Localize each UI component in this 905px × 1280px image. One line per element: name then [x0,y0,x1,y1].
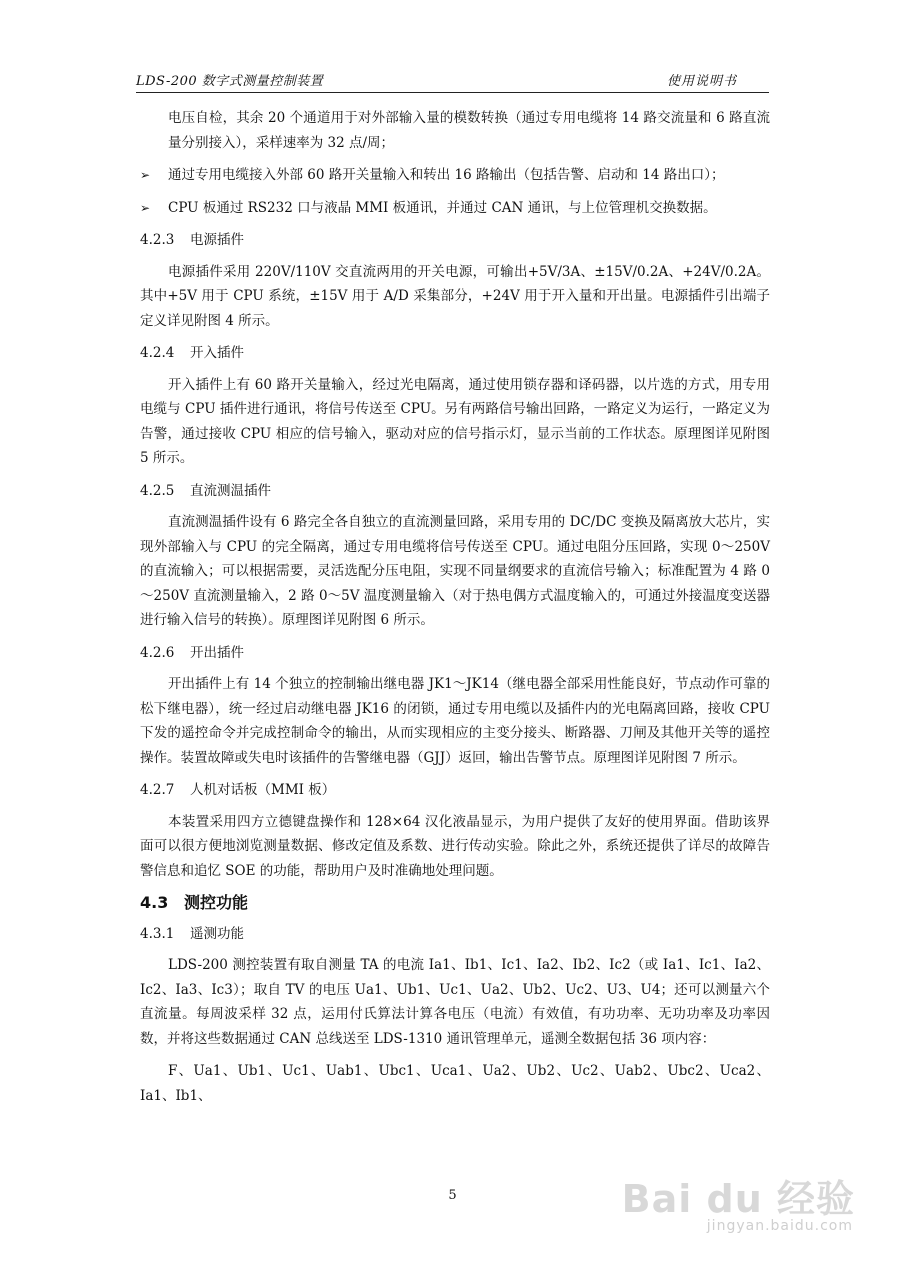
section-title: 开入插件 [190,345,244,361]
section-number: 4.2.5 [140,482,175,499]
section-number: 4.2.3 [140,232,175,248]
page-body [140,106,770,1116]
arrow-bullet-icon: ➢ [140,200,151,215]
section-title: 人机对话板（MMI 板） [190,782,336,798]
paragraph-telemetry-list: F、Ua1、Ub1、Uc1、Uab1、Ubc1、Uca1、Ua2、Ub2、Uc2、Uab2、Ubc2、Uca2、Ia1、Ib1、 [140,1063,770,1104]
section-heading-4-2-4 [140,341,770,366]
paragraph-mmi-board: 本装置采用四方立德键盘操作和 128×64 汉化液晶显示，为用户提供了友好的使用界面。借助该界面可以很方便地浏览测量数据、修改定值及系数、进行传动实验。除此之外，系统还提供了详尽的故障告警信息和追忆 SOE 的功能，帮助用户及时准确地处理问题。 [140,813,770,879]
section-number: 4.2.7 [140,782,175,798]
section-title: 电源插件 [190,232,244,248]
bullet-text: CPU 板通过 RS232 口与液晶 MMI 板通讯，并通过 CAN 通讯，与上位管理机交换数据。 [168,199,717,216]
paragraph-dc-temp-plugin: 直流测温插件设有 6 路完全各自独立的直流测量回路，采用专用的 DC/DC 变换及隔离放大芯片，实现外部输入与 CPU 的完全隔离，通过专用电缆将信号传送至 CPU。通过电阻分压回路，实现 0～250V 的直流输入；可以根据需要，灵活选配分压电阻，实现不同量纲要求的直流信号输入；标准配置为 4 路 0～250V 直流测量输入，2 路 0～5V 温度测量输入（对于热电偶方式温度输入的，可通过外接温度变送器进行输入信号的转换）。原理图详见附图 6 所示。 [140,514,770,628]
baidu-jingyan-watermark: Bai du 经验 [621,1177,855,1221]
paragraph-output-plugin: 开出插件上有 14 个独立的控制输出继电器 JK1～JK14（继电器全部采用性能良好，节点动作可靠的松下继电器），统一经过启动继电器 JK16 的闭锁，通过专用电缆以及插件内的光电隔离回路，接收 CPU 下发的遥控命令并完成控制命令的输出，从而实现相应的主变分接头、断路器、刀闸及其他开关等的遥控操作。装置故障或失电时该插件的告警继电器（GJJ）返回，输出告警节点。原理图详见附图 7 所示。 [140,676,770,766]
header-document-title: LDS-200 数字式测量控制装置 [136,74,324,89]
header-manual-label: 使用说明书 [666,74,737,89]
section-heading-4-3-1 [140,922,770,947]
page-number: 5 [448,1188,457,1203]
paragraph-input-plugin: 开入插件上有 60 路开关量输入，经过光电隔离，通过使用锁存器和译码器，以片选的方式，用专用电缆与 CPU 插件进行通讯，将信号传送至 CPU。另有两路信号输出回路，一路定义为运行，一路定义为告警，通过接收 CPU 相应的信号输入，驱动对应的信号指示灯，显示当前的工作状态。原理图详见附图 5 所示。 [140,376,770,466]
section-heading-4-2-5 [140,479,770,504]
section-number: 4.2.6 [140,644,175,661]
section-heading-4-2-3 [140,228,770,253]
arrow-bullet-icon: ➢ [140,168,151,182]
section-number: 4.3 [140,893,169,912]
bullet-item [140,163,770,188]
paragraph-cpu-continued: 电压自检，其余 20 个通道用于对外部输入量的模数转换（通过专用电缆将 14 路交流量和 6 路直流量分别接入），采样速率为 32 点/周； [168,110,770,151]
section-number: 4.2.4 [140,345,175,361]
section-title: 开出插件 [190,644,244,661]
section-title: 遥测功能 [190,925,244,942]
section-number: 4.3.1 [140,925,175,942]
header-divider [136,92,769,93]
section-heading-4-2-7 [140,778,770,803]
paragraph-power-plugin: 电源插件采用 220V/110V 交直流两用的开关电源，可输出+5V/3A、±15V/0.2A、+24V/0.2A。其中+5V 用于 CPU 系统，±15V 用于 A/D 采集部分，+24V 用于开入量和开出量。电源插件引出端子定义详见附图 4 所示。 [140,263,770,329]
watermark-url: jingyan.baidu.com [706,1218,853,1234]
bullet-text: 通过专用电缆接入外部 60 路开关量输入和转出 16 路输出（包括告警、启动和 14 路出口）； [168,167,725,183]
section-title: 测控功能 [184,893,249,912]
section-heading-4-2-6 [140,641,770,666]
section-title: 直流测温插件 [190,482,271,499]
paragraph-telemetry: LDS-200 测控装置有取自测量 TA 的电流 Ia1、Ib1、Ic1、Ia2、Ib2、Ic2（或 Ia1、Ic1、Ia2、Ic2、Ia3、Ic3）；取自 TV 的电压 Ua1、Ub1、Uc1、Ua2、Ub2、Uc2、U3、U4；还可以测量六个直流量。每周波采样 32 点，运用付氏算法计算各电压（电流）有效值，有功功率、无功功率及功率因数，并将这些数据通过 CAN 总线送至 LDS-1310 通讯管理单元，遥测全数据包括 36 项内容： [140,957,770,1047]
bullet-item [140,196,770,221]
section-heading-4-3 [140,891,770,916]
